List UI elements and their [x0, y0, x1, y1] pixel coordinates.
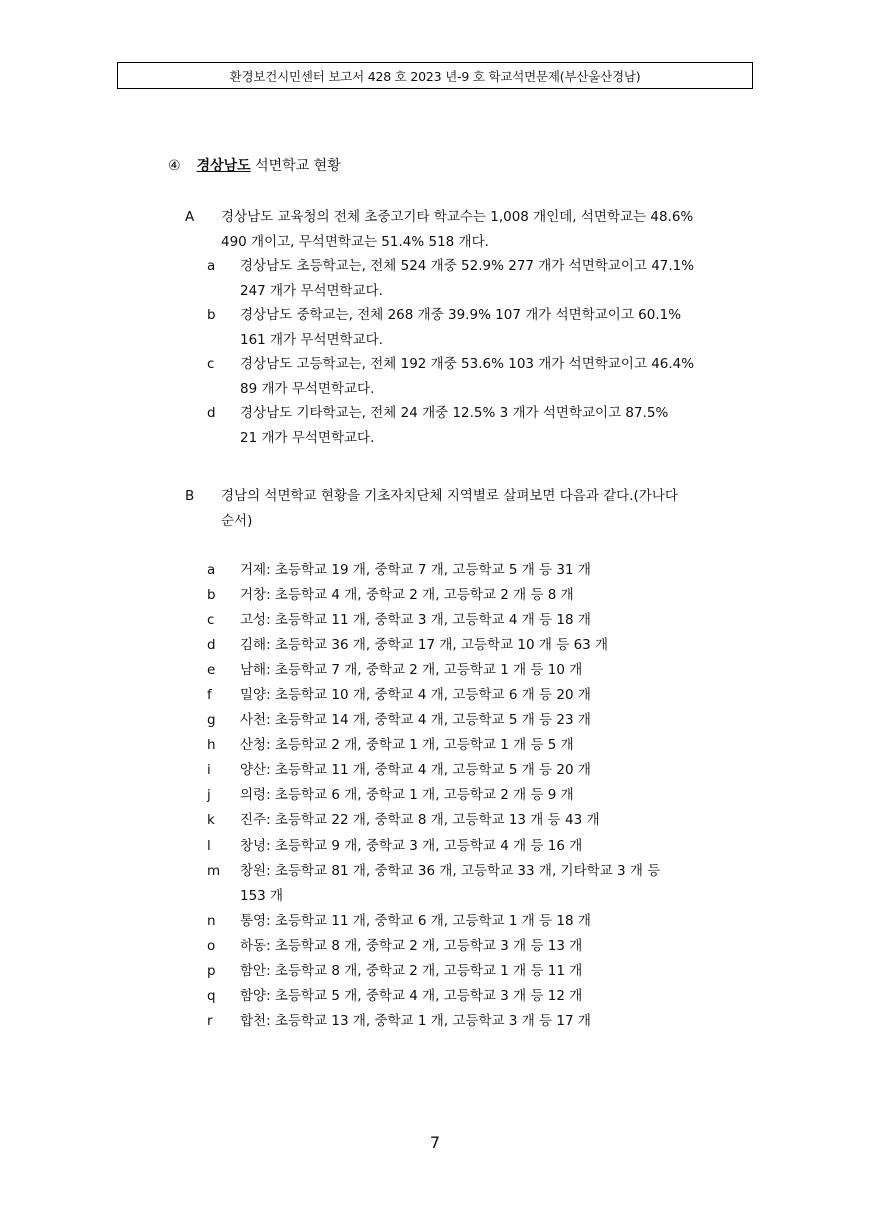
list-item	[185, 909, 765, 934]
list-item	[185, 583, 765, 608]
block-a-line2	[185, 230, 765, 255]
list-item-text: 153 개	[240, 887, 284, 904]
list-item-marker: d	[207, 405, 216, 421]
list-item-text: 89 개가 무석면학교다.	[240, 380, 375, 397]
list-item-marker: q	[207, 988, 216, 1005]
list-item-text: 경상남도 중학교는, 전체 268 개중 39.9% 107 개가 석면학교이고 60.1%	[240, 307, 682, 323]
list-item-marker: e	[207, 661, 216, 678]
list-item-marker: a	[207, 258, 216, 274]
block-a	[185, 205, 765, 450]
block-b-marker: B	[185, 488, 195, 504]
list-item	[185, 1009, 765, 1034]
list-item	[185, 633, 765, 658]
list-item-cont	[185, 377, 765, 402]
list-item	[185, 352, 765, 377]
block-b-text2: 순서)	[221, 512, 253, 529]
block-a-text1: 경상남도 교육청의 전체 초중고기타 학교수는 1,008 개인데, 석면학교는 48.6%	[221, 209, 694, 225]
list-item-text: 하동: 초등학교 8 개, 중학교 2 개, 고등학교 3 개 등 13 개	[240, 937, 583, 954]
section-title-rest: 석면학교 현황	[255, 158, 341, 174]
list-item-marker: a	[207, 561, 216, 578]
list-item	[185, 733, 765, 758]
list-item-marker: o	[207, 937, 216, 954]
list-item-text: 의령: 초등학교 6 개, 중학교 1 개, 고등학교 2 개 등 9 개	[240, 787, 574, 804]
block-b-line2	[185, 509, 765, 534]
list-item-marker: c	[207, 611, 215, 628]
list-item-marker: p	[207, 963, 216, 979]
list-item-text: 경상남도 고등학교는, 전체 192 개중 53.6% 103 개가 석면학교이고 46.4%	[240, 356, 695, 372]
list-item	[185, 808, 765, 833]
block-a-text2: 490 개이고, 무석면학교는 51.4% 518 개다.	[221, 233, 489, 250]
list-item-text: 161 개가 무석면학교다.	[240, 331, 383, 348]
list-item-marker: f	[207, 686, 212, 703]
list-item-marker: d	[207, 636, 216, 653]
list-item	[185, 758, 765, 783]
spacer	[185, 533, 765, 558]
list-item-marker: h	[207, 737, 216, 754]
list-item-text: 사천: 초등학교 14 개, 중학교 4 개, 고등학교 5 개 등 23 개	[240, 712, 591, 729]
list-item-text: 창녕: 초등학교 9 개, 중학교 3 개, 고등학교 4 개 등 16 개	[240, 837, 583, 854]
list-item-text: 통영: 초등학교 11 개, 중학교 6 개, 고등학교 1 개 등 18 개	[240, 912, 591, 929]
block-a-marker: A	[185, 209, 195, 225]
list-item-cont	[185, 426, 765, 451]
list-item	[185, 959, 765, 984]
block-a-line1	[185, 205, 765, 230]
section-title-bold: 경상남도	[196, 158, 251, 174]
block-b	[185, 484, 765, 1034]
list-item-cont	[185, 884, 765, 909]
list-item-marker: j	[207, 787, 211, 804]
list-item-text: 남해: 초등학교 7 개, 중학교 2 개, 고등학교 1 개 등 10 개	[240, 661, 583, 678]
list-item-text: 함양: 초등학교 5 개, 중학교 4 개, 고등학교 3 개 등 12 개	[240, 988, 583, 1005]
section-heading	[168, 155, 341, 175]
list-item-marker: b	[207, 586, 216, 603]
block-b-text1: 경남의 석면학교 현황을 기초자치단체 지역별로 살펴보면 다음과 같다.(가나다	[221, 488, 678, 504]
list-item-marker: k	[207, 812, 215, 829]
list-item-text: 창원: 초등학교 81 개, 중학교 36 개, 고등학교 33 개, 기타학교 3 개 등	[240, 862, 661, 879]
section-number: ④	[168, 158, 181, 174]
list-item-text: 경상남도 기타학교는, 전체 24 개중 12.5% 3 개가 석면학교이고 87.5%	[240, 405, 669, 421]
page-number: 7	[429, 1133, 441, 1152]
list-item-text: 거창: 초등학교 4 개, 중학교 2 개, 고등학교 2 개 등 8 개	[240, 586, 574, 603]
list-item-text: 진주: 초등학교 22 개, 중학교 8 개, 고등학교 13 개 등 43 개	[240, 812, 600, 829]
block-b-line1	[185, 484, 765, 509]
list-item-marker: r	[207, 1013, 213, 1030]
list-item-marker: l	[207, 837, 211, 854]
list-item	[185, 984, 765, 1009]
list-item-marker: n	[207, 912, 216, 929]
list-item	[185, 783, 765, 808]
list-item-text: 21 개가 무석면학교다.	[240, 429, 375, 446]
list-item	[185, 401, 765, 426]
list-item-text: 고성: 초등학교 11 개, 중학교 3 개, 고등학교 4 개 등 18 개	[240, 611, 591, 628]
list-item-text: 양산: 초등학교 11 개, 중학교 4 개, 고등학교 5 개 등 20 개	[240, 762, 591, 779]
list-item	[185, 303, 765, 328]
list-item-marker: i	[207, 762, 211, 779]
list-item	[185, 934, 765, 959]
list-item-text: 산청: 초등학교 2 개, 중학교 1 개, 고등학교 1 개 등 5 개	[240, 737, 574, 754]
list-item-text: 경상남도 초등학교는, 전체 524 개중 52.9% 277 개가 석면학교이고 47.1%	[240, 258, 695, 274]
list-item	[185, 859, 765, 884]
list-item-text: 합천: 초등학교 13 개, 중학교 1 개, 고등학교 3 개 등 17 개	[240, 1013, 591, 1030]
header-title: 환경보건시민센터 보고서 428 호 2023 년-9 호 학교석면문제(부산울산경남)	[229, 68, 641, 84]
list-item	[185, 683, 765, 708]
list-item-cont	[185, 328, 765, 353]
page-header	[117, 62, 753, 89]
list-item-text: 김해: 초등학교 36 개, 중학교 17 개, 고등학교 10 개 등 63 개	[240, 636, 609, 653]
list-item-marker: g	[207, 712, 216, 729]
list-item-marker: m	[207, 862, 221, 879]
list-item	[185, 834, 765, 859]
list-item-text: 247 개가 무석면학교다.	[240, 282, 383, 299]
list-item-cont	[185, 279, 765, 304]
list-item	[185, 708, 765, 733]
list-item-marker: c	[207, 356, 215, 372]
list-item-marker: b	[207, 307, 216, 323]
list-item	[185, 608, 765, 633]
list-item	[185, 658, 765, 683]
list-item-text: 함안: 초등학교 8 개, 중학교 2 개, 고등학교 1 개 등 11 개	[240, 963, 583, 979]
list-item-text: 밀양: 초등학교 10 개, 중학교 4 개, 고등학교 6 개 등 20 개	[240, 686, 591, 703]
list-item-text: 거제: 초등학교 19 개, 중학교 7 개, 고등학교 5 개 등 31 개	[240, 561, 591, 578]
list-item	[185, 254, 765, 279]
list-item	[185, 558, 765, 583]
